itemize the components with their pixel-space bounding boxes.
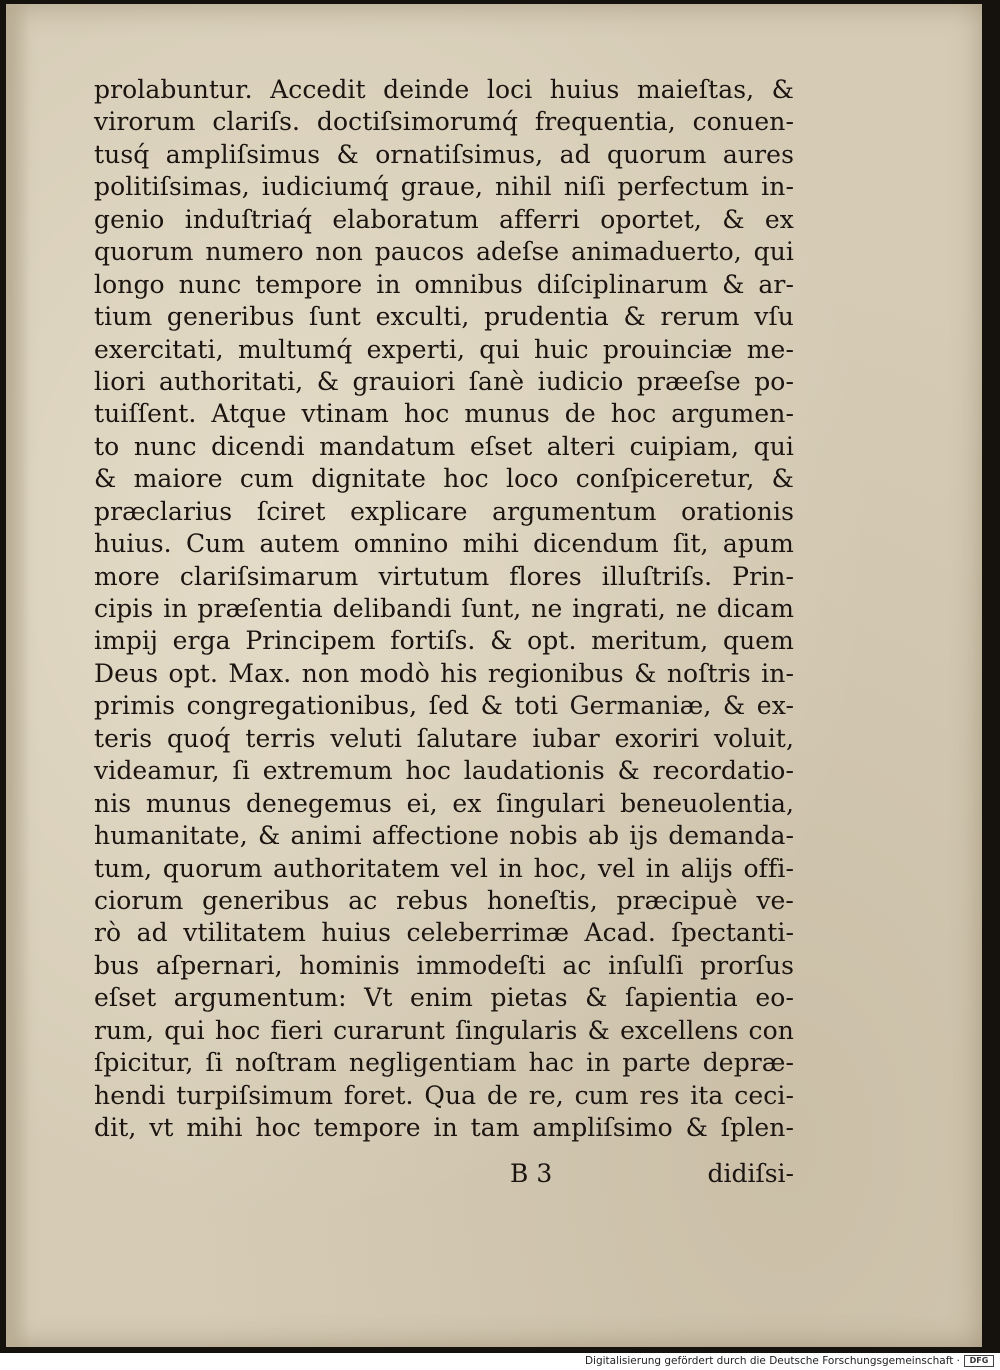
text-line: tium generibus ſunt exculti, prudentia & rerum vſu — [94, 302, 794, 332]
text-line: genio induſtriaq́ elaboratum afferri oportet, & ex — [94, 204, 794, 234]
text-line: ſpicitur, ſi noſtram negligentiam hac in parte depræ- — [94, 1048, 794, 1078]
dfg-logo: DFG — [964, 1355, 994, 1367]
text-line: huius. Cum autem omnino mihi dicendum ſit, apum — [94, 529, 794, 559]
text-line: more clariſsimarum virtutum flores illuſtriſs. Prin- — [94, 561, 794, 591]
text-line: quorum numero non paucos adeſse animaduerto, qui — [94, 237, 794, 267]
text-line: exercitati, multumq́ experti, qui huic prouinciæ me- — [94, 334, 794, 364]
text-line: rò ad vtilitatem huius celeberrimæ Acad. ſpectanti- — [94, 918, 794, 948]
text-line: videamur, ſi extremum hoc laudationis & recordatio- — [94, 756, 794, 786]
text-line: tuiſſent. Atque vtinam hoc munus de hoc argumen- — [94, 399, 794, 429]
text-line: to nunc dicendi mandatum eſset alteri cuipiam, qui — [94, 431, 794, 461]
text-line: liori authoritati, & grauiori ſanè iudicio præeſse po- — [94, 366, 794, 396]
text-line: tum, quorum authoritatem vel in hoc, vel in alijs offi- — [94, 853, 794, 883]
text-line: ciorum generibus ac rebus honeſtis, præcipuè ve- — [94, 885, 794, 915]
text-line: eſset argumentum: Vt enim pietas & ſapientia eo- — [94, 983, 794, 1013]
text-line: dit, vt mihi hoc tempore in tam ampliſsimo & ſplen- — [94, 1113, 794, 1142]
funding-credit: Digitalisierung gefördert durch die Deutsche Forschungsgemeinschaft · — [584, 1355, 960, 1367]
text-line: teris quoq́ terris veluti ſalutare iubar exoriri voluit, — [94, 723, 794, 753]
text-line: Deus opt. Max. non modò his regionibus & noſtris in- — [94, 658, 794, 688]
text-line: bus aſpernari, hominis immodeſti ac inſulſi prorſus — [94, 950, 794, 980]
page-foot — [94, 1156, 794, 1192]
text-line: impij erga Principem fortiſs. & opt. meritum, quem — [94, 626, 794, 656]
signature-mark: B 3 — [510, 1159, 553, 1188]
text-line: tusq́ ampliſsimus & ornatiſsimus, ad quorum aures — [94, 139, 794, 169]
body-text — [94, 74, 794, 1144]
text-line: & maiore cum dignitate hoc loco conſpiceretur, & — [94, 464, 794, 494]
text-line: humanitate, & animi affectione nobis ab ijs demanda- — [94, 821, 794, 851]
text-line: nis munus denegemus ei, ex ſingulari beneuolentia, — [94, 788, 794, 818]
text-line: prolabuntur. Accedit deinde loci huius maieſtas, & — [94, 75, 794, 104]
text-line: hendi turpiſsimum foret. Qua de re, cum res ita ceci- — [94, 1080, 794, 1110]
text-line: virorum clariſs. doctiſsimorumq́ frequentia, conuen- — [94, 107, 794, 137]
text-line: politiſsimas, iudiciumq́ graue, nihil niſi perfectum in- — [94, 172, 794, 202]
text-line: præclarius ſciret explicare argumentum orationis — [94, 496, 794, 526]
catchword: didiſsi- — [707, 1159, 794, 1188]
text-line: rum, qui hoc fieri curarunt ſingularis & excellens con — [94, 1015, 794, 1045]
digitization-footer — [0, 1353, 1000, 1370]
page-gutter-shadow — [6, 4, 30, 1347]
text-line: primis congregationibus, ſed & toti Germaniæ, & ex- — [94, 691, 794, 721]
text-line: cipis in præſentia delibandi ſunt, ne ingrati, ne dicam — [94, 594, 794, 623]
text-line: longo nunc tempore in omnibus diſciplinarum & ar- — [94, 269, 794, 299]
